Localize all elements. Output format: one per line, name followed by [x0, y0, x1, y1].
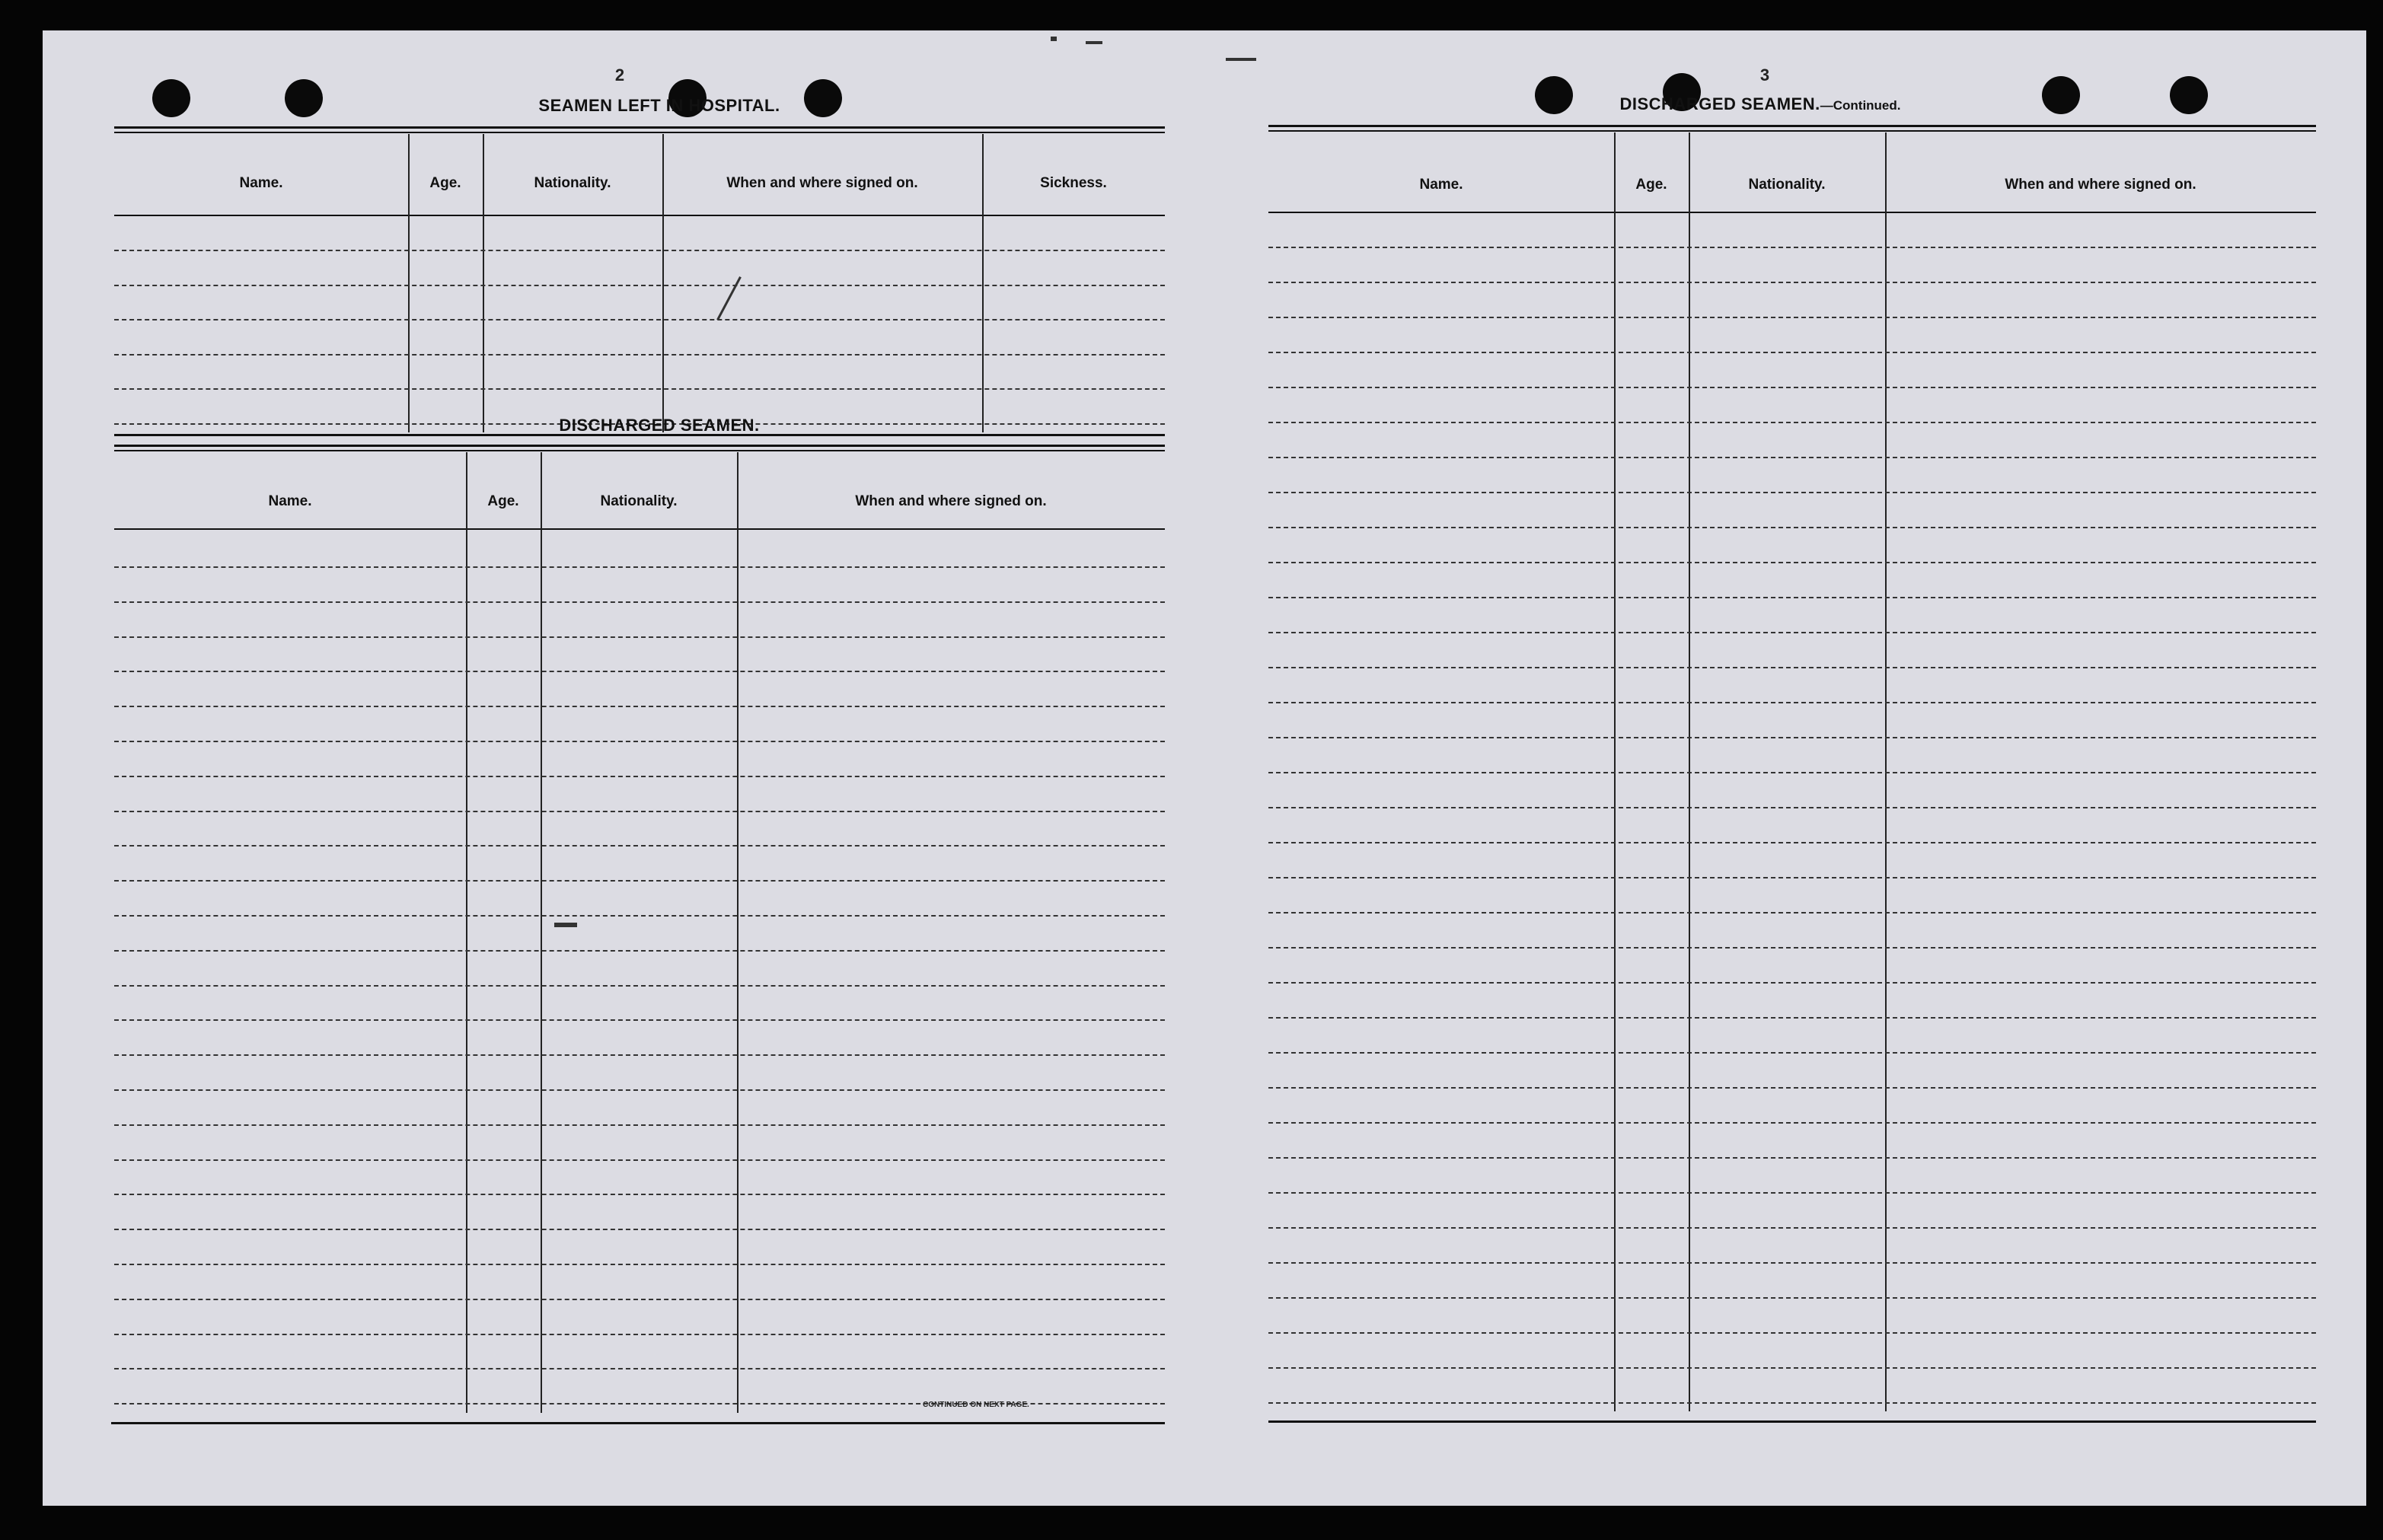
column-header-age: Age. [487, 493, 519, 509]
ruled-line [1268, 1087, 2316, 1089]
form-sheet [43, 30, 2366, 1506]
ruled-line [114, 250, 1165, 251]
ruled-line [114, 1159, 1165, 1161]
ruled-line [114, 1019, 1165, 1021]
punch-hole [285, 79, 323, 117]
ruled-line [1268, 1367, 2316, 1369]
ruled-line [114, 1334, 1165, 1335]
column-header-nationality: Nationality. [534, 175, 611, 191]
column-header-nationality: Nationality. [600, 493, 678, 509]
column-divider [541, 452, 542, 1413]
bottom-rule [111, 1422, 1165, 1424]
discharged-table [114, 452, 1165, 1419]
ruled-line [1268, 877, 2316, 878]
ruled-line [1268, 807, 2316, 808]
ruled-line [1268, 632, 2316, 633]
ruled-line [1268, 317, 2316, 318]
header-underline [114, 215, 1165, 216]
punch-hole [2170, 76, 2208, 114]
ruled-line [1268, 912, 2316, 913]
heading-rule [1268, 130, 2316, 132]
ruled-line [1268, 702, 2316, 703]
ruled-line [1268, 1052, 2316, 1054]
ruled-line [114, 1054, 1165, 1056]
ruled-line [1268, 772, 2316, 773]
ruled-line [114, 915, 1165, 917]
ruled-line [1268, 597, 2316, 598]
column-header-name: Name. [239, 175, 283, 191]
ruled-line [1268, 947, 2316, 949]
ruled-line [1268, 1297, 2316, 1299]
header-underline [1268, 212, 2316, 213]
continued-note: CONTINUED ON NEXT PAGE. [923, 1401, 1029, 1409]
ruled-line [1268, 387, 2316, 388]
ruled-line [1268, 1122, 2316, 1124]
column-header-nationality: Nationality. [1748, 177, 1826, 193]
ruled-line [114, 880, 1165, 882]
ruled-line [114, 811, 1165, 812]
ruled-line [114, 1089, 1165, 1091]
column-header-when-where: When and where signed on. [2005, 177, 2196, 193]
heading-rule [114, 450, 1165, 451]
ruled-line [114, 566, 1165, 568]
ruled-line [1268, 737, 2316, 738]
column-header-name: Name. [1419, 177, 1463, 193]
ruled-line [114, 636, 1165, 638]
ruled-line [114, 1264, 1165, 1265]
ruled-line [1268, 527, 2316, 528]
punch-hole [1535, 76, 1573, 114]
ruled-line [1268, 1192, 2316, 1194]
column-header-when-where: When and where signed on. [855, 493, 1047, 509]
discharged-section-title: DISCHARGED SEAMEN. [559, 416, 760, 435]
punch-hole [152, 79, 190, 117]
ruled-line [1268, 1017, 2316, 1019]
ink-smudge [1086, 41, 1102, 44]
column-header-age: Age. [1635, 177, 1667, 193]
ruled-line [114, 776, 1165, 777]
ruled-line [1268, 1157, 2316, 1159]
ruled-line [1268, 492, 2316, 493]
ruled-line [1268, 457, 2316, 458]
ruled-line [1268, 352, 2316, 353]
ruled-line [1268, 1262, 2316, 1264]
hospital-table [114, 134, 1165, 432]
heading-rule [114, 126, 1165, 129]
discharged-continued-title [1570, 94, 1951, 114]
column-header-age: Age. [429, 175, 461, 191]
column-header-sickness: Sickness. [1040, 175, 1107, 191]
column-header-when-where: When and where signed on. [726, 175, 918, 191]
ruled-line [114, 319, 1165, 320]
heading-rule [114, 132, 1165, 133]
ruled-line [114, 354, 1165, 356]
ruled-line [114, 671, 1165, 672]
title-main: DISCHARGED SEAMEN. [1619, 94, 1820, 113]
ruled-line [114, 285, 1165, 286]
ruled-line [114, 985, 1165, 987]
discharged-continued-table [1268, 132, 2316, 1419]
column-divider [466, 452, 467, 1413]
ruled-line [114, 1368, 1165, 1369]
column-divider [737, 452, 739, 1413]
heading-rule [1268, 125, 2316, 127]
ruled-line [1268, 422, 2316, 423]
ruled-line [114, 388, 1165, 390]
ruled-line [114, 741, 1165, 742]
ruled-line [114, 601, 1165, 603]
title-suffix: —Continued. [1820, 98, 1901, 113]
ruled-line [114, 1194, 1165, 1195]
ruled-line [114, 1124, 1165, 1126]
ruled-line [114, 1229, 1165, 1230]
ruled-line [1268, 1332, 2316, 1334]
ruled-line [1268, 1227, 2316, 1229]
ruled-line [114, 845, 1165, 847]
hospital-section-title: SEAMEN LEFT IN HOSPITAL. [538, 96, 780, 115]
ruled-line [114, 1299, 1165, 1300]
header-underline [114, 528, 1165, 530]
ruled-line [1268, 247, 2316, 248]
ink-smudge [554, 923, 577, 927]
punch-hole [2042, 76, 2080, 114]
ruled-line [1268, 562, 2316, 563]
ruled-line [1268, 842, 2316, 843]
ruled-line [114, 706, 1165, 707]
ink-smudge [1226, 58, 1256, 61]
ruled-line [1268, 982, 2316, 984]
page-number-right: 3 [1759, 65, 1770, 84]
ink-smudge [1051, 37, 1057, 41]
heading-rule [114, 445, 1165, 447]
column-header-name: Name. [268, 493, 312, 509]
bottom-rule [1268, 1420, 2316, 1423]
ruled-line [114, 950, 1165, 952]
ruled-line [1268, 282, 2316, 283]
ruled-line [1268, 1402, 2316, 1404]
page-number-left: 2 [614, 65, 625, 84]
ruled-line [1268, 667, 2316, 668]
